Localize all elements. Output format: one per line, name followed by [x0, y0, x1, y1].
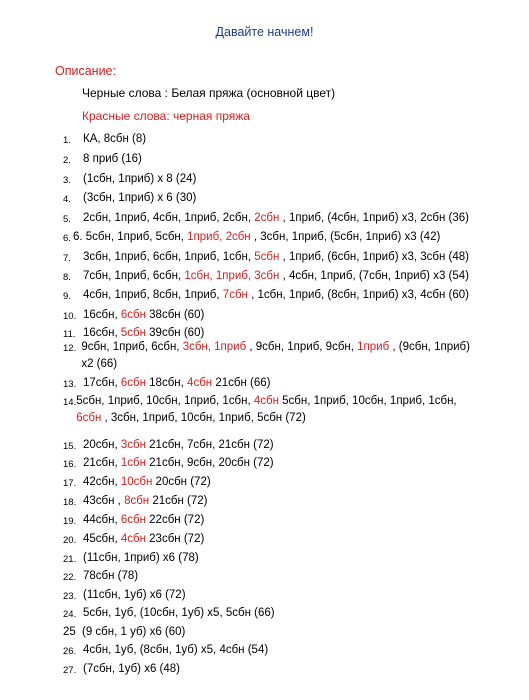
row-instructions: [83, 587, 186, 604]
row-number: 12.: [63, 343, 77, 354]
row-instructions: [83, 190, 196, 207]
row-instructions: [83, 307, 204, 324]
pattern-row: [63, 455, 473, 473]
red-yarn-text: 1сбн: [120, 457, 146, 469]
main-yarn-text: 9сбн, 1приб, 6сбн,: [81, 341, 183, 353]
red-yarn-text: 1сбн, 1приб, 3сбн: [184, 270, 280, 282]
red-yarn-text: 5сбн: [254, 251, 280, 263]
red-yarn-text: 6сбн: [76, 412, 102, 424]
pattern-row: [63, 375, 473, 393]
main-yarn-text: 21сбн (66): [212, 377, 271, 389]
main-yarn-text: , 1сбн, 1приб, (8сбн, 1приб) х3, 4сбн (60): [247, 289, 469, 301]
main-yarn-text: 7сбн, 1приб, 6сбн,: [83, 270, 185, 282]
red-yarn-text: 1приб, 2сбн: [187, 231, 251, 243]
pattern-row: [63, 307, 473, 325]
row-instructions: [83, 568, 138, 585]
red-yarn-text: 5сбн: [120, 327, 146, 339]
main-yarn-text: 16сбн,: [83, 309, 121, 321]
main-yarn-text: , 1приб, (4сбн, 1приб) х3, 2сбн (36): [279, 212, 469, 224]
pattern-row: [63, 171, 473, 189]
main-yarn-text: 78сбн (78): [83, 570, 139, 582]
row-number: 16.: [63, 459, 77, 470]
page-title: Давайте начнем!: [215, 25, 314, 39]
main-yarn-text: , 3сбн, 1приб, 10сбн, 1приб, 5сбн (72): [101, 412, 306, 424]
row-instructions: [83, 531, 204, 548]
row-number: 10.: [63, 311, 77, 322]
row-number: 15.: [63, 441, 77, 452]
row-instructions: [83, 550, 199, 567]
main-yarn-text: 3сбн, 1приб, 6сбн, 1приб, 1сбн,: [83, 251, 255, 263]
row-number: 20.: [63, 535, 77, 546]
row-instructions: [83, 131, 146, 148]
main-yarn-text: 21сбн, 7сбн, 21сбн (72): [145, 439, 274, 451]
row-instructions: [83, 642, 268, 659]
main-yarn-text: 5сбн, 1приб, 10сбн, 1приб, 1сбн,: [76, 395, 254, 407]
row-instructions: [83, 287, 469, 304]
main-yarn-text: 44сбн,: [83, 514, 121, 526]
pattern-row: [63, 587, 473, 605]
main-yarn-text: 23сбн (72): [145, 533, 205, 545]
row-number: 1.: [63, 135, 71, 146]
main-yarn-text: 43сбн ,: [83, 495, 125, 507]
red-yarn-text: 4сбн: [120, 533, 146, 545]
main-yarn-text: 21сбн,: [83, 457, 121, 469]
main-yarn-text: 21сбн (72): [149, 495, 208, 507]
pattern-row: [63, 605, 473, 623]
main-yarn-text: 22сбн (72): [145, 514, 205, 526]
row-number: 18.: [63, 497, 77, 508]
pattern-row: [63, 437, 473, 455]
main-yarn-text: (1сбн, 1приб) х 8 (24): [83, 173, 197, 185]
red-yarn-text: 3сбн, 1приб: [182, 341, 247, 353]
pattern-row: [63, 393, 473, 427]
main-yarn-text: 20сбн,: [83, 439, 121, 451]
main-yarn-text: 4сбн, 1уб, (8сбн, 1уб) х5, 4сбн (54): [83, 644, 269, 656]
pattern-row: [63, 493, 473, 511]
pattern-row: [63, 131, 473, 149]
row-instructions: [76, 393, 473, 427]
row-number: 13.: [63, 379, 77, 390]
main-yarn-text: 18сбн,: [145, 377, 188, 389]
row-number: 25: [63, 626, 76, 638]
main-yarn-text: 2сбн, 1приб, 4сбн, 1приб, 2сбн,: [83, 212, 255, 224]
row-number: 22.: [63, 572, 77, 583]
row-number: 8.: [63, 272, 71, 283]
pattern-rows-list: [63, 131, 473, 691]
main-yarn-text: 5сбн, 1приб, 10сбн, 1приб, 1сбн,: [278, 395, 457, 407]
row-number: 7.: [63, 253, 71, 264]
red-yarn-text: 6сбн: [120, 309, 146, 321]
pattern-row: [63, 210, 473, 228]
row-number: 14.: [63, 397, 77, 408]
pattern-row: [63, 190, 473, 208]
red-yarn-text: 8сбн: [124, 495, 150, 507]
red-yarn-text: 3сбн: [120, 439, 146, 451]
main-yarn-text: , 4сбн, 1приб, (7сбн, 1приб) х3 (54): [279, 270, 469, 282]
pattern-row: [63, 287, 473, 305]
row-instructions: [83, 661, 180, 678]
row-instructions: [83, 210, 469, 227]
main-yarn-text: 16сбн,: [83, 327, 121, 339]
row-instructions: [83, 249, 469, 266]
row-number: 24.: [63, 609, 77, 620]
red-yarn-text: 10сбн: [120, 476, 153, 488]
row-number: 2.: [63, 155, 71, 166]
row-number: 9.: [63, 291, 71, 302]
pattern-row: [63, 568, 473, 586]
red-yarn-text: 4сбн: [187, 377, 213, 389]
row-number: 5.: [63, 214, 71, 225]
pattern-row: [63, 531, 473, 549]
main-yarn-text: (9 сбн, 1 уб) х6 (60): [82, 626, 186, 638]
row-number: 21.: [63, 554, 77, 565]
legend-red-words: Красные слова: черная пряжа: [82, 109, 250, 123]
row-instructions: [83, 455, 274, 472]
pattern-row: [63, 661, 473, 679]
red-yarn-text: 6сбн: [120, 377, 146, 389]
row-number: 26.: [63, 646, 77, 657]
main-yarn-text: (7сбн, 1уб) х6 (48): [83, 663, 180, 675]
main-yarn-text: 17сбн,: [83, 377, 121, 389]
row-number: 3.: [63, 175, 71, 186]
pattern-row: [63, 474, 473, 492]
main-yarn-text: , 9сбн, 1приб, 9сбн,: [246, 341, 358, 353]
row-instructions: [83, 493, 208, 510]
row-instructions: [81, 339, 473, 373]
main-yarn-text: 8 приб (16): [83, 153, 142, 165]
red-yarn-text: 2сбн: [254, 212, 280, 224]
row-instructions: [83, 171, 196, 188]
row-number: 17.: [63, 478, 77, 489]
red-yarn-text: 6сбн: [120, 514, 146, 526]
row-number: 23.: [63, 591, 77, 602]
main-yarn-text: , 3сбн, 1приб, (5сбн, 1приб) х3 (42): [250, 231, 441, 243]
row-number: 19.: [63, 516, 77, 527]
main-yarn-text: 45сбн,: [83, 533, 121, 545]
row-number: 11.: [63, 329, 76, 340]
row-number: 6.: [63, 233, 71, 244]
main-yarn-text: (11сбн, 1уб) х6 (72): [83, 589, 186, 601]
row-instructions: [83, 474, 211, 491]
pattern-row: [63, 151, 473, 169]
main-yarn-text: (11сбн, 1приб) х6 (78): [83, 552, 199, 564]
red-yarn-text: 1приб: [357, 341, 390, 353]
pattern-row: [63, 229, 473, 247]
main-yarn-text: (3сбн, 1приб) х 6 (30): [83, 192, 197, 204]
main-yarn-text: КА, 8сбн (8): [83, 133, 147, 145]
pattern-row: [63, 642, 473, 660]
main-yarn-text: 42сбн,: [83, 476, 121, 488]
main-yarn-text: 21сбн, 9сбн, 20сбн (72): [145, 457, 274, 469]
pattern-row: [63, 339, 473, 373]
row-number: 4.: [63, 194, 71, 205]
main-yarn-text: , (9сбн, 1приб) х2 (66): [81, 341, 470, 370]
row-instructions: [83, 605, 275, 622]
main-yarn-text: 39сбн (60): [145, 327, 205, 339]
legend-black-words: Черные слова : Белая пряжа (основной цвет): [82, 86, 336, 100]
description-heading: Описание:: [55, 64, 116, 78]
main-yarn-text: 6. 5сбн, 1приб, 5сбн,: [73, 231, 188, 243]
main-yarn-text: 4сбн, 1приб, 8сбн, 1приб,: [83, 289, 223, 301]
pattern-row: [63, 512, 473, 530]
row-instructions: [83, 437, 274, 454]
pattern-row: [63, 624, 473, 641]
row-instructions: [73, 229, 440, 246]
row-instructions: [83, 512, 204, 529]
row-instructions: [83, 268, 469, 285]
main-yarn-text: 5сбн, 1уб, (10сбн, 1уб) х5, 5сбн (66): [83, 607, 275, 619]
row-number: 27.: [63, 665, 77, 676]
red-yarn-text: 4сбн: [253, 395, 279, 407]
main-yarn-text: , 1приб, (6сбн, 1приб) х3, 3сбн (48): [279, 251, 469, 263]
pattern-row: [63, 268, 473, 286]
row-instructions: [83, 375, 270, 392]
row-instructions: [82, 624, 185, 641]
row-instructions: [83, 151, 142, 168]
main-yarn-text: 38сбн (60): [145, 309, 205, 321]
pattern-row: [63, 550, 473, 568]
pattern-row: [63, 249, 473, 267]
main-yarn-text: 20сбн (72): [152, 476, 211, 488]
red-yarn-text: 7сбн: [222, 289, 248, 301]
